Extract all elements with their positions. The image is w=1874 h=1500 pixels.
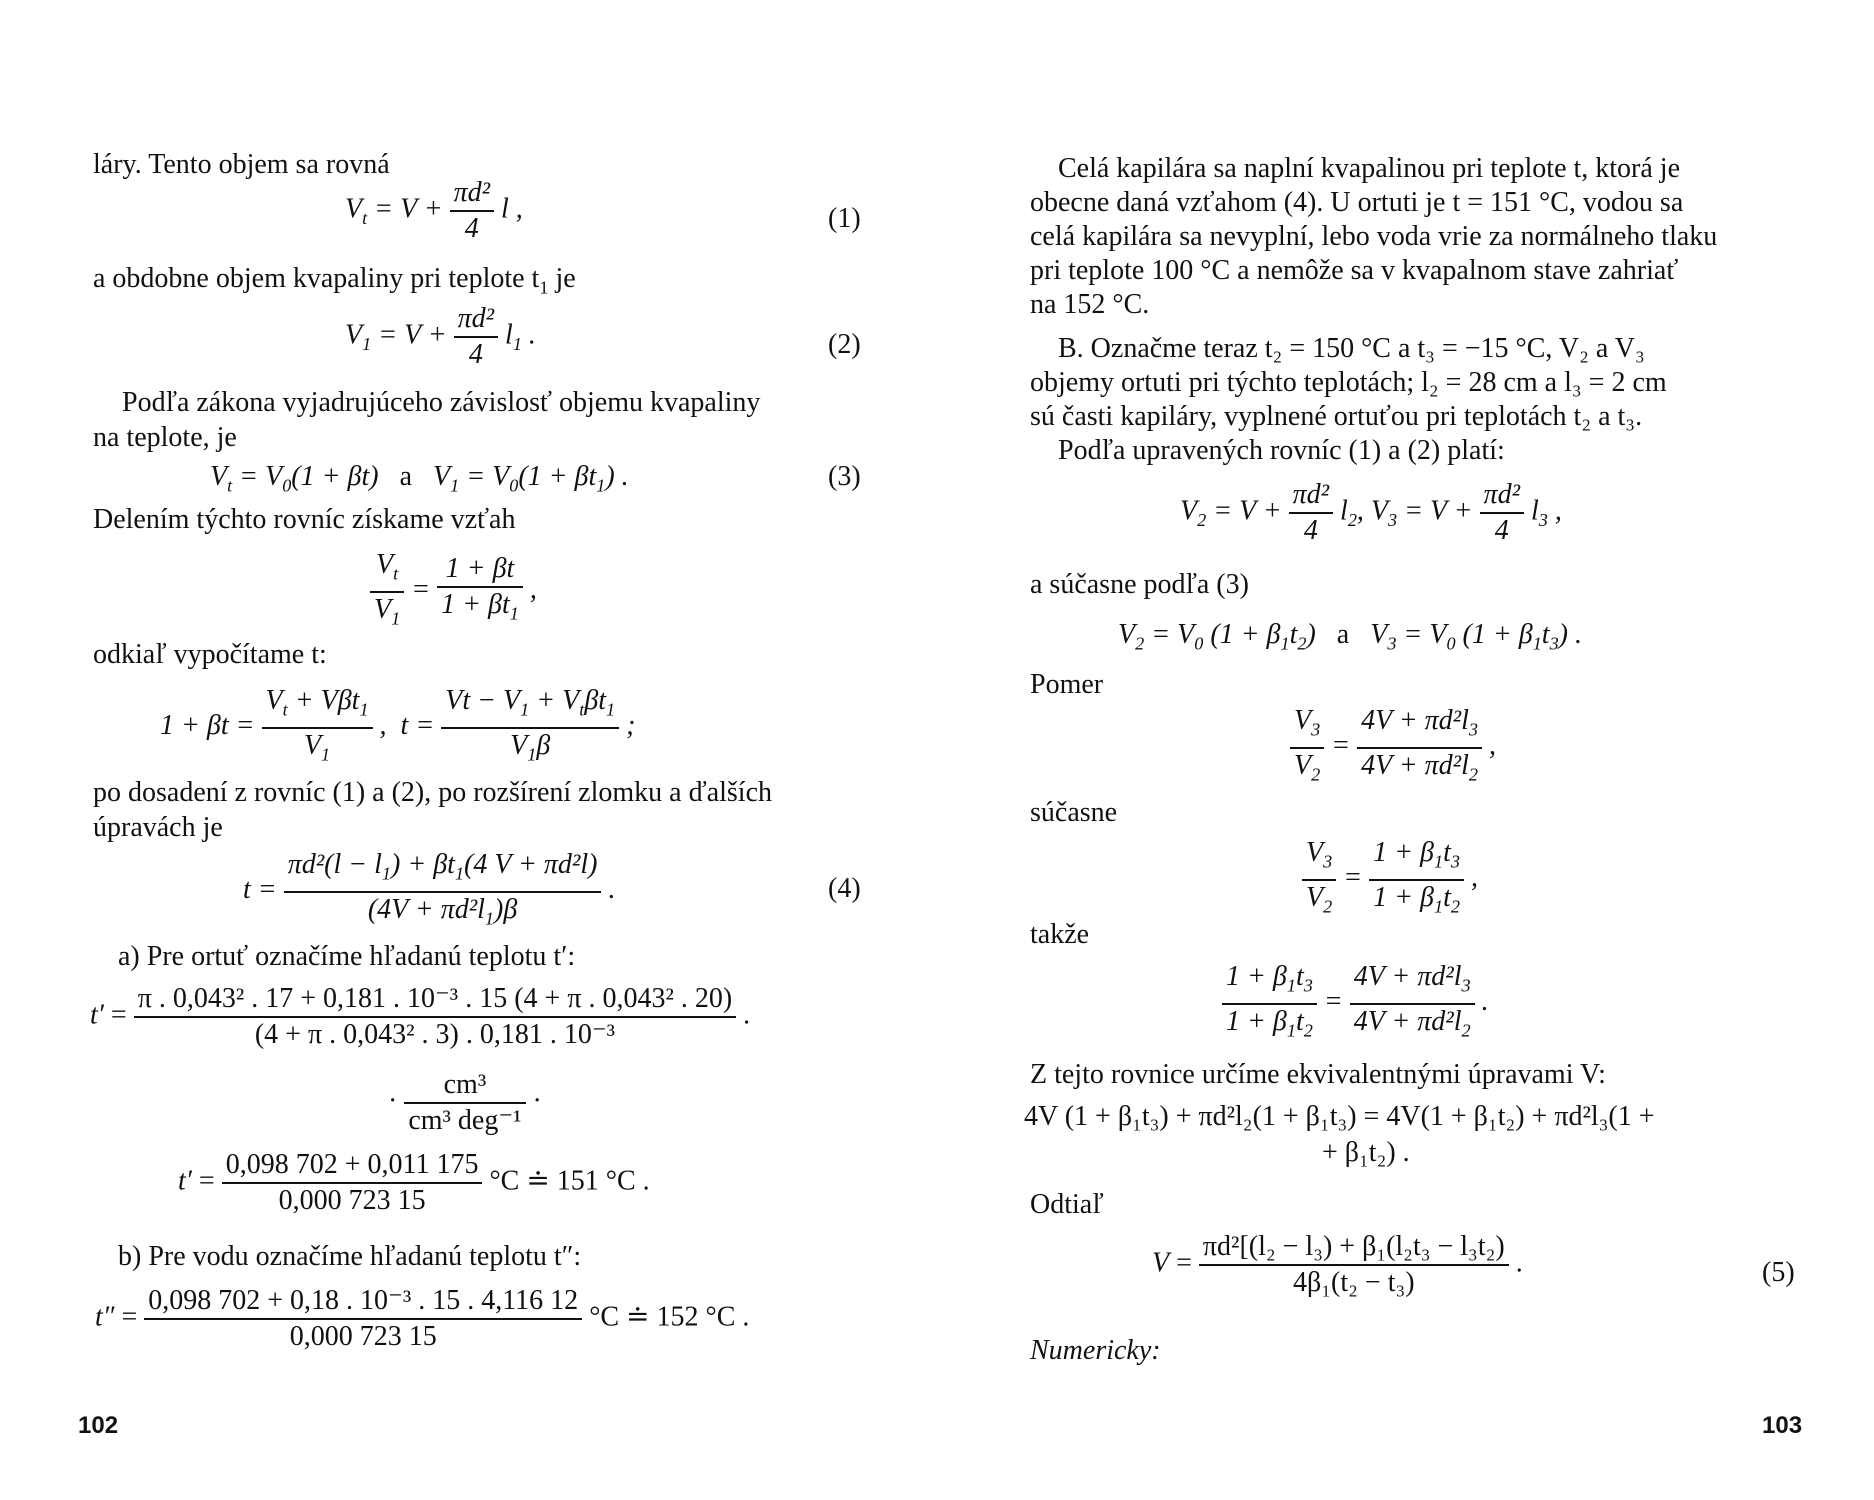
v-denominator: 4β₁(t₂ − t₃) bbox=[1293, 1267, 1415, 1298]
left-p7: a) Pre ortuť označíme hľadanú teplotu t′: bbox=[118, 941, 576, 972]
eq-number-3: (3) bbox=[828, 461, 861, 492]
equation-3: $V_t = V_0(1 + \beta t)$ a $V_1 = V_0(1 + \beta t_1)$ . bbox=[210, 461, 629, 496]
right-p2a: B. Označme teraz t₂ = 150 °C a t₃ = −15 °C, V₂ a V₃ bbox=[1058, 333, 1645, 364]
equation-takze: $\frac{1 + \beta_1t_3}{1 + \beta_1t_2}$ = $\frac{4V + \pi d^2l_3}{4V + \pi d^2l_2}$ . bbox=[1222, 960, 1489, 1047]
eq-number-4: (4) bbox=[828, 873, 861, 904]
left-p3b: na teplote, je bbox=[93, 422, 237, 453]
right-p9a: 4V (1 + β₁t₃) + πd²l₂(1 + β₁t₃) = 4V(1 + β₁t₂) + πd²l₃(1 + bbox=[1024, 1101, 1655, 1132]
left-p2-end: je bbox=[548, 263, 576, 294]
equation-4: t = $\frac{\pi d^2(l - l_1) + \beta t_1(4 V + \pi d^2l)}{(4V + \pi d^2l_1)\beta}$ . bbox=[243, 849, 616, 929]
right-p1a: Celá kapilára sa naplní kvapalinou pri teplote t, ktorá je bbox=[1058, 153, 1681, 184]
equation-ratio: $\frac{V_t}{V_1}$ = $\frac{1 + \beta t}{1 + \beta t_1}$ , bbox=[370, 548, 537, 635]
right-p11: Numericky: bbox=[1030, 1335, 1161, 1366]
right-p8: Z tejto rovnice určíme ekvivalentnými úpravami V: bbox=[1030, 1059, 1606, 1090]
eq-number-5: (5) bbox=[1762, 1257, 1795, 1288]
equation-unit: · $\frac{\text{cm³}}{\text{cm³ deg⁻¹}}$ · bbox=[388, 1069, 542, 1136]
eq-number-1: (1) bbox=[828, 203, 861, 234]
left-p5: odkiaľ vypočítame t: bbox=[93, 639, 327, 670]
equation-ta: t′ = $\frac{\text{π . 0,043² . 17 + 0,181 . 10⁻³ . 15 (4 + π . 0,043² . 20)}}{\text{(4 + π . 0,043² . 3) . 0,181 . 10⁻³}}$ . bbox=[90, 983, 751, 1050]
right-p1c: celá kapilára sa nevyplní, lebo voda vrie za normálneho tlaku bbox=[1030, 221, 1718, 252]
equation-v2-v3: $V_2 = V$ + $\frac{\text{πd²}}{4}$ $l_2$, $V_3 = V$ + $\frac{\text{πd²}}{4}$ $l_3$ , bbox=[1180, 479, 1562, 546]
equation-t: 1 + βt = $\frac{V_t + V\beta t_1}{V_1}$ , t = $\frac{Vt - V_1 + V_t\beta t_1}{V_1\beta}$ ; bbox=[160, 685, 636, 765]
equation-pomer: $\frac{V_3}{V_2}$ = $\frac{4V + \pi d^2l_3}{4V + \pi d^2l_2}$ , bbox=[1290, 704, 1496, 791]
right-p4: a súčasne podľa (3) bbox=[1030, 569, 1249, 600]
left-p2 bbox=[93, 262, 576, 305]
left-p6a: po dosadení z rovníc (1) a (2), po rozšírení zlomku a ďalších bbox=[93, 777, 772, 808]
left-p6b: úpravách je bbox=[93, 812, 223, 843]
right-p6: súčasne bbox=[1030, 797, 1118, 828]
page-number-right: 103 bbox=[1762, 1412, 1803, 1439]
tc-result: °C ≐ 152 °C . bbox=[582, 1301, 750, 1333]
equation-v2-v3-beta: $V_2 = V_0$ $(1 + \beta_1t_2)$ a $V_3 = V_0$ $(1 + \beta_1t_3)$ . bbox=[1118, 619, 1582, 654]
v-numerator: πd²[(l₂ − l₃) + β₁(l₂t₃ − l₃t₂) bbox=[1199, 1230, 1509, 1266]
equation-sucasne: $\frac{V_3}{V_2}$ = $\frac{1 + \beta_1t_3}{1 + \beta_1t_2}$ , bbox=[1302, 836, 1478, 923]
left-p2-text: a obdobne objem kvapaliny pri teplote t bbox=[93, 263, 540, 294]
tb-result: °C ≐ 151 °C . bbox=[482, 1165, 650, 1197]
right-p9b: + β₁t₂) . bbox=[1322, 1137, 1410, 1168]
unit-denominator: cm³ deg⁻¹ bbox=[408, 1105, 522, 1136]
right-p7: takže bbox=[1030, 919, 1090, 950]
left-p1: láry. Tento objem sa rovná bbox=[93, 149, 390, 180]
equation-tc: t″ = $\frac{\text{0,098 702 + 0,18 . 10⁻³ . 15 . 4,116 12}}{0,000 723 15}$ °C ≐ 152 °C . bbox=[95, 1285, 750, 1352]
right-p10: Odtiaľ bbox=[1030, 1189, 1104, 1220]
equation-5: V = $\frac{\text{πd²[(l₂ − l₃) + β₁(l₂t₃ − l₃t₂)}}{\text{4β₁(t₂ − t₃)}}$ . bbox=[1152, 1231, 1523, 1298]
left-p2-sub: 1 bbox=[539, 277, 549, 298]
unit-numerator: cm³ bbox=[404, 1068, 525, 1104]
right-p1d: pri teplote 100 °C a nemôže sa v kvapalnom stave zahriať bbox=[1030, 255, 1679, 286]
equation-1: $V_t = V$ + $\frac{\text{πd²}}{4}$ l , bbox=[345, 177, 523, 244]
equation-2: $V_1 = V$ + $\frac{\text{πd²}}{4}$ $l_1$ . bbox=[345, 303, 536, 370]
left-p3a: Podľa zákona vyjadrujúceho závislosť objemu kvapaliny bbox=[122, 387, 761, 418]
right-p5: Pomer bbox=[1030, 669, 1104, 700]
right-p1e: na 152 °C. bbox=[1030, 289, 1150, 320]
right-p3: Podľa upravených rovníc (1) a (2) platí: bbox=[1058, 435, 1505, 466]
tc-numerator: 0,098 702 + 0,18 . 10⁻³ . 15 . 4,116 12 bbox=[144, 1284, 582, 1320]
right-p2c: sú časti kapiláry, vyplnené ortuťou pri teplotách t₂ a t₃. bbox=[1030, 401, 1643, 432]
eq-number-2: (2) bbox=[828, 329, 861, 360]
right-p2b: objemy ortuti pri týchto teplotách; l₂ = 28 cm a l₃ = 2 cm bbox=[1030, 367, 1667, 398]
right-p1b: obecne daná vzťahom (4). U ortuti je t = 151 °C, vodou sa bbox=[1030, 187, 1684, 218]
left-p8: b) Pre vodu označíme hľadanú teplotu t″: bbox=[118, 1241, 582, 1272]
page-number-left: 102 bbox=[78, 1412, 119, 1439]
tc-denominator: 0,000 723 15 bbox=[289, 1321, 437, 1352]
equation-tb: t′ = $\frac{0,098 702 + 0,011 175}{0,000 723 15}$ °C ≐ 151 °C . bbox=[178, 1149, 650, 1216]
ta-denominator: (4 + π . 0,043² . 3) . 0,181 . 10⁻³ bbox=[254, 1019, 616, 1050]
ta-numerator: π . 0,043² . 17 + 0,181 . 10⁻³ . 15 (4 + π . 0,043² . 20) bbox=[134, 982, 736, 1018]
left-p4: Delením týchto rovníc získame vzťah bbox=[93, 504, 516, 535]
tb-numerator: 0,098 702 + 0,011 175 bbox=[222, 1148, 483, 1184]
tb-denominator: 0,000 723 15 bbox=[278, 1185, 426, 1216]
